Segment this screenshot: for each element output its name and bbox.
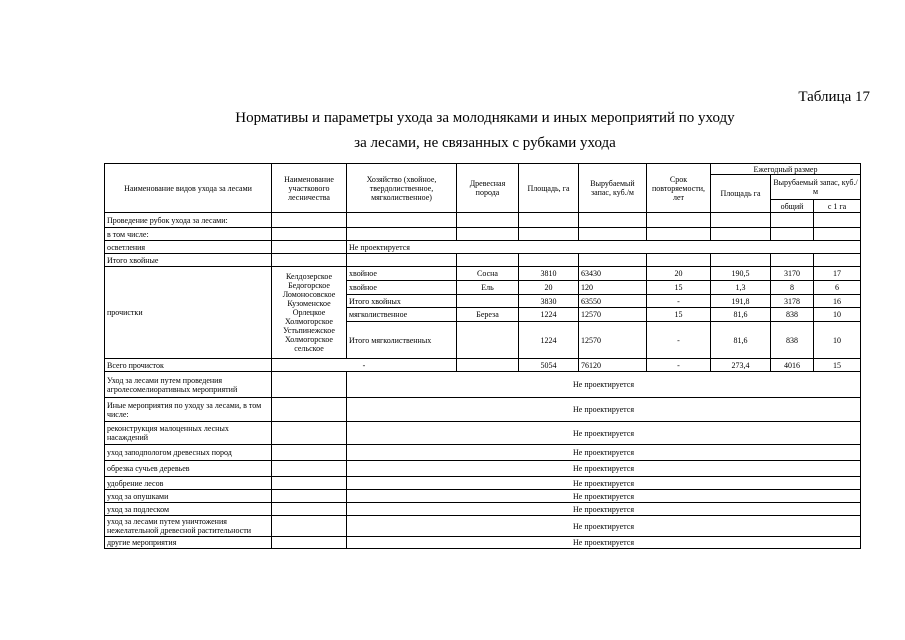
header-annual: Ежегодный размер [711,164,861,175]
cell-not-projected: Не проектируется [347,490,861,503]
cell-annual-total: 3170 [771,267,814,281]
cell-annual-area: 190,5 [711,267,771,281]
cell-annual-area: 191,8 [711,295,771,308]
row-clarification-note: Не проектируется [347,241,861,254]
row-underbrush-care-label: уход за подлеском [105,503,272,516]
cell-period: - [647,359,711,372]
cell-period: 15 [647,308,711,322]
cell-volume: 12570 [579,308,647,322]
norms-table [104,163,861,549]
cell-annual-per-ha: 15 [814,359,861,372]
cell-annual-total: 4016 [771,359,814,372]
cell-annual-total: 838 [771,308,814,322]
cell-annual-per-ha: 10 [814,322,861,359]
header-period: Срок повторяемости, лет [647,164,711,213]
cell-farm: Итого мягколиственных [347,322,457,359]
header-work-type: Наименование видов ухода за лесами [105,164,272,213]
cell-period: - [647,322,711,359]
header-volume: Вырубаемый запас, куб./м [579,164,647,213]
cell-area: 3810 [519,267,579,281]
cell-not-projected: Не проектируется [347,503,861,516]
row-other-label: другие мероприятия [105,537,272,549]
cell-species: Сосна [457,267,519,281]
cell-area: 1224 [519,308,579,322]
cell-annual-per-ha: 10 [814,308,861,322]
cell-area: 20 [519,281,579,295]
cell-not-projected: Не проектируется [347,398,861,422]
row-cleaning-label: прочистки [105,267,272,359]
table-number: Таблица 17 [798,89,870,105]
cell-period: 20 [647,267,711,281]
cell-not-projected: Не проектируется [347,461,861,477]
header-farm: Хозяйство (хвойное, твердолиственное, мягколиственное) [347,164,457,213]
header-per-ha: с 1 га [814,200,861,213]
cell-annual-total: 838 [771,322,814,359]
cell-not-projected: Не проектируется [347,477,861,490]
row-cleaning-total-label: Всего прочисток [105,359,272,372]
cell-farm: Итого хвойных [347,295,457,308]
cell-annual-total: 3178 [771,295,814,308]
cell-annual-area: 273,4 [711,359,771,372]
row-thinning-label: Проведение рубок ухода за лесами: [105,213,272,228]
cell-period: - [647,295,711,308]
cell-not-projected: Не проектируется [347,372,861,398]
cell-volume: 63430 [579,267,647,281]
cell-farm: мягколиственное [347,308,457,322]
row-undergrowth-care-label: уход заподпологом древесных пород [105,445,272,461]
cell-not-projected: Не проектируется [347,445,861,461]
header-annual-volume: Вырубаемый запас, куб./м [771,175,861,200]
cell-annual-total: 8 [771,281,814,295]
header-forestry: Наименование участкового лесничества [272,164,347,213]
cell-forestry-dash: - [272,359,457,372]
row-pruning-label: обрезка сучьев деревьев [105,461,272,477]
cell-annual-area: 1,3 [711,281,771,295]
cell-area: 1224 [519,322,579,359]
cell-volume: 120 [579,281,647,295]
cell-annual-per-ha: 6 [814,281,861,295]
cell-area: 3830 [519,295,579,308]
header-total: общий [771,200,814,213]
cell-volume: 12570 [579,322,647,359]
cell-species: Береза [457,308,519,322]
cell-annual-per-ha: 17 [814,267,861,281]
row-clarification-label: осветления [105,241,272,254]
row-including-label: в том числе: [105,228,272,241]
cell-species: Ель [457,281,519,295]
row-fertilizing-label: удобрение лесов [105,477,272,490]
cell-area: 5054 [519,359,579,372]
cell-farm: хвойное [347,281,457,295]
cell-volume: 63550 [579,295,647,308]
cell-annual-per-ha: 16 [814,295,861,308]
table-title-line1: Нормативы и параметры ухода за молодняками и иных мероприятий по уходу [235,110,735,126]
cell-annual-area: 81,6 [711,308,771,322]
cell-not-projected: Не проектируется [347,537,861,549]
cell-volume: 76120 [579,359,647,372]
cell-farm: хвойное [347,267,457,281]
cell-annual-area: 81,6 [711,322,771,359]
row-agroforestry-label: Уход за лесами путем проведения агролесомелиоративных мероприятий [105,372,272,398]
row-reconstruction-label: реконструкция малоценных лесных насаждений [105,422,272,445]
table-title-line2: за лесами, не связанных с рубками ухода [354,135,616,151]
row-conifer-total-label: Итого хвойные [105,254,272,267]
header-area: Площадь, га [519,164,579,213]
row-unwanted-vegetation-label: уход за лесами путем уничтожения нежелательной древесной растительности [105,516,272,537]
cell-not-projected: Не проектируется [347,516,861,537]
row-other-measures-label: Иные мероприятия по уходу за лесами, в том числе: [105,398,272,422]
header-annual-area: Площадь га [711,175,771,213]
cell-not-projected: Не проектируется [347,422,861,445]
forestries-list: Келдозерское Бедогорское Ломоносовское Кузоменское Орлецкое Холмогорское Устьпинежское Холмогорское сельское [272,267,347,359]
cell-period: 15 [647,281,711,295]
header-species: Древесная порода [457,164,519,213]
row-edges-care-label: уход за опушками [105,490,272,503]
